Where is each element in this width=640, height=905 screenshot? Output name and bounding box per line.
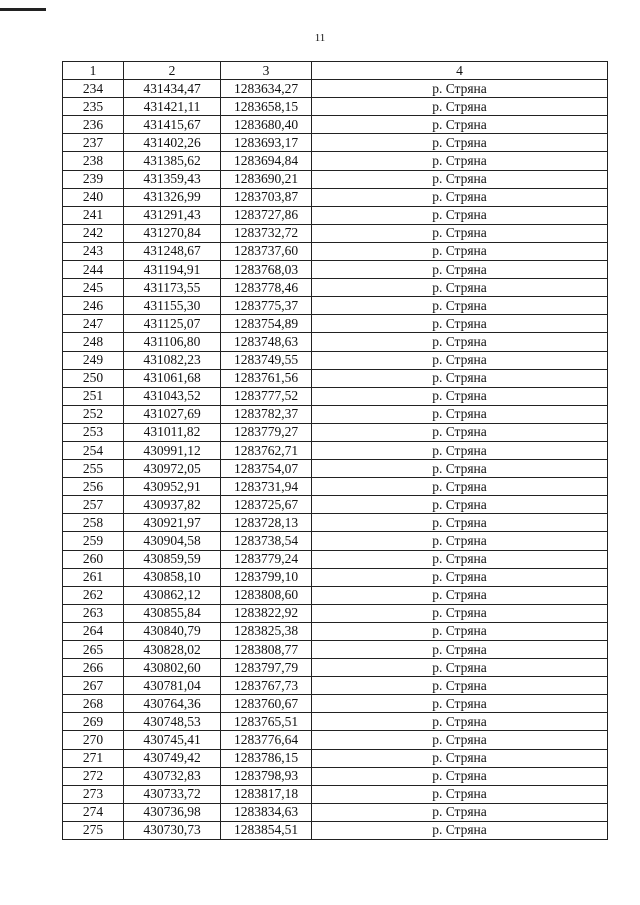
table-row bbox=[63, 641, 608, 659]
table-row bbox=[63, 152, 608, 170]
cell-point-number: 269 bbox=[63, 713, 124, 731]
cell-y-coordinate: 1283694,84 bbox=[221, 152, 312, 170]
cell-x-coordinate: 430991,12 bbox=[124, 441, 221, 459]
cell-y-coordinate: 1283725,67 bbox=[221, 496, 312, 514]
cell-x-coordinate: 431155,30 bbox=[124, 297, 221, 315]
table-row bbox=[63, 550, 608, 568]
cell-point-number: 250 bbox=[63, 369, 124, 387]
cell-point-number: 259 bbox=[63, 532, 124, 550]
cell-y-coordinate: 1283760,67 bbox=[221, 695, 312, 713]
cell-y-coordinate: 1283690,21 bbox=[221, 170, 312, 188]
cell-y-coordinate: 1283749,55 bbox=[221, 351, 312, 369]
cell-description: р. Стряна bbox=[312, 460, 608, 478]
table-row bbox=[63, 224, 608, 242]
table-row bbox=[63, 659, 608, 677]
cell-y-coordinate: 1283727,86 bbox=[221, 206, 312, 224]
cell-point-number: 255 bbox=[63, 460, 124, 478]
cell-point-number: 240 bbox=[63, 188, 124, 206]
cell-y-coordinate: 1283778,46 bbox=[221, 279, 312, 297]
cell-description: р. Стряна bbox=[312, 695, 608, 713]
cell-x-coordinate: 431434,47 bbox=[124, 80, 221, 98]
table-row bbox=[63, 297, 608, 315]
cell-point-number: 246 bbox=[63, 297, 124, 315]
cell-y-coordinate: 1283817,18 bbox=[221, 785, 312, 803]
table-row bbox=[63, 532, 608, 550]
cell-x-coordinate: 430802,60 bbox=[124, 659, 221, 677]
table-row bbox=[63, 767, 608, 785]
header-cell-point-number: 1 bbox=[63, 62, 124, 80]
table-row bbox=[63, 821, 608, 839]
cell-x-coordinate: 431402,26 bbox=[124, 134, 221, 152]
cell-x-coordinate: 430736,98 bbox=[124, 803, 221, 821]
cell-description: р. Стряна bbox=[312, 659, 608, 677]
cell-x-coordinate: 430733,72 bbox=[124, 785, 221, 803]
cell-point-number: 257 bbox=[63, 496, 124, 514]
table-body bbox=[63, 80, 608, 840]
cell-description: р. Стряна bbox=[312, 387, 608, 405]
table-row bbox=[63, 333, 608, 351]
cell-description: р. Стряна bbox=[312, 749, 608, 767]
coordinates-table bbox=[62, 61, 608, 840]
cell-y-coordinate: 1283738,54 bbox=[221, 532, 312, 550]
cell-description: р. Стряна bbox=[312, 152, 608, 170]
cell-y-coordinate: 1283761,56 bbox=[221, 369, 312, 387]
cell-point-number: 273 bbox=[63, 785, 124, 803]
cell-description: р. Стряна bbox=[312, 568, 608, 586]
cell-point-number: 241 bbox=[63, 206, 124, 224]
cell-description: р. Стряна bbox=[312, 604, 608, 622]
cell-point-number: 249 bbox=[63, 351, 124, 369]
cell-description: р. Стряна bbox=[312, 478, 608, 496]
cell-y-coordinate: 1283703,87 bbox=[221, 188, 312, 206]
cell-x-coordinate: 430840,79 bbox=[124, 622, 221, 640]
header-cell-y-coordinate: 3 bbox=[221, 62, 312, 80]
cell-y-coordinate: 1283731,94 bbox=[221, 478, 312, 496]
cell-point-number: 275 bbox=[63, 821, 124, 839]
cell-x-coordinate: 431385,62 bbox=[124, 152, 221, 170]
cell-x-coordinate: 431194,91 bbox=[124, 261, 221, 279]
cell-point-number: 264 bbox=[63, 622, 124, 640]
table-row bbox=[63, 677, 608, 695]
cell-description: р. Стряна bbox=[312, 496, 608, 514]
cell-y-coordinate: 1283748,63 bbox=[221, 333, 312, 351]
table-row bbox=[63, 423, 608, 441]
cell-y-coordinate: 1283767,73 bbox=[221, 677, 312, 695]
table-row bbox=[63, 405, 608, 423]
cell-point-number: 242 bbox=[63, 224, 124, 242]
cell-x-coordinate: 430862,12 bbox=[124, 586, 221, 604]
cell-point-number: 266 bbox=[63, 659, 124, 677]
cell-y-coordinate: 1283808,77 bbox=[221, 641, 312, 659]
cell-description: р. Стряна bbox=[312, 803, 608, 821]
cell-description: р. Стряна bbox=[312, 423, 608, 441]
cell-point-number: 244 bbox=[63, 261, 124, 279]
table-row bbox=[63, 441, 608, 459]
table-row bbox=[63, 496, 608, 514]
cell-description: р. Стряна bbox=[312, 98, 608, 116]
cell-x-coordinate: 431043,52 bbox=[124, 387, 221, 405]
cell-y-coordinate: 1283634,27 bbox=[221, 80, 312, 98]
scan-edge-mark bbox=[0, 8, 46, 11]
cell-point-number: 234 bbox=[63, 80, 124, 98]
cell-x-coordinate: 431106,80 bbox=[124, 333, 221, 351]
cell-description: р. Стряна bbox=[312, 405, 608, 423]
cell-description: р. Стряна bbox=[312, 351, 608, 369]
cell-x-coordinate: 431027,69 bbox=[124, 405, 221, 423]
cell-x-coordinate: 431248,67 bbox=[124, 242, 221, 260]
cell-description: р. Стряна bbox=[312, 170, 608, 188]
cell-description: р. Стряна bbox=[312, 279, 608, 297]
cell-description: р. Стряна bbox=[312, 206, 608, 224]
cell-x-coordinate: 431270,84 bbox=[124, 224, 221, 242]
cell-point-number: 262 bbox=[63, 586, 124, 604]
table-row bbox=[63, 134, 608, 152]
cell-y-coordinate: 1283834,63 bbox=[221, 803, 312, 821]
cell-description: р. Стряна bbox=[312, 441, 608, 459]
cell-x-coordinate: 430921,97 bbox=[124, 514, 221, 532]
cell-x-coordinate: 430858,10 bbox=[124, 568, 221, 586]
cell-point-number: 251 bbox=[63, 387, 124, 405]
table-row bbox=[63, 206, 608, 224]
table-row bbox=[63, 514, 608, 532]
cell-description: р. Стряна bbox=[312, 116, 608, 134]
cell-x-coordinate: 431421,11 bbox=[124, 98, 221, 116]
cell-y-coordinate: 1283680,40 bbox=[221, 116, 312, 134]
cell-description: р. Стряна bbox=[312, 731, 608, 749]
cell-y-coordinate: 1283762,71 bbox=[221, 441, 312, 459]
cell-point-number: 261 bbox=[63, 568, 124, 586]
cell-description: р. Стряна bbox=[312, 622, 608, 640]
header-cell-description: 4 bbox=[312, 62, 608, 80]
table-row bbox=[63, 261, 608, 279]
cell-x-coordinate: 430764,36 bbox=[124, 695, 221, 713]
cell-point-number: 256 bbox=[63, 478, 124, 496]
cell-point-number: 247 bbox=[63, 315, 124, 333]
cell-x-coordinate: 431173,55 bbox=[124, 279, 221, 297]
table-row bbox=[63, 785, 608, 803]
cell-y-coordinate: 1283822,92 bbox=[221, 604, 312, 622]
cell-y-coordinate: 1283658,15 bbox=[221, 98, 312, 116]
cell-x-coordinate: 431082,23 bbox=[124, 351, 221, 369]
cell-y-coordinate: 1283779,27 bbox=[221, 423, 312, 441]
cell-y-coordinate: 1283776,64 bbox=[221, 731, 312, 749]
cell-x-coordinate: 430828,02 bbox=[124, 641, 221, 659]
table-row bbox=[63, 369, 608, 387]
cell-y-coordinate: 1283854,51 bbox=[221, 821, 312, 839]
cell-point-number: 236 bbox=[63, 116, 124, 134]
cell-point-number: 254 bbox=[63, 441, 124, 459]
cell-point-number: 253 bbox=[63, 423, 124, 441]
cell-point-number: 235 bbox=[63, 98, 124, 116]
table-row bbox=[63, 604, 608, 622]
cell-description: р. Стряна bbox=[312, 514, 608, 532]
cell-point-number: 239 bbox=[63, 170, 124, 188]
table-row bbox=[63, 460, 608, 478]
cell-y-coordinate: 1283737,60 bbox=[221, 242, 312, 260]
cell-x-coordinate: 430745,41 bbox=[124, 731, 221, 749]
table-row bbox=[63, 695, 608, 713]
cell-point-number: 271 bbox=[63, 749, 124, 767]
cell-description: р. Стряна bbox=[312, 315, 608, 333]
cell-point-number: 243 bbox=[63, 242, 124, 260]
cell-x-coordinate: 430904,58 bbox=[124, 532, 221, 550]
cell-x-coordinate: 430781,04 bbox=[124, 677, 221, 695]
cell-description: р. Стряна bbox=[312, 261, 608, 279]
table-row bbox=[63, 351, 608, 369]
cell-x-coordinate: 430732,83 bbox=[124, 767, 221, 785]
cell-x-coordinate: 430730,73 bbox=[124, 821, 221, 839]
cell-description: р. Стряна bbox=[312, 134, 608, 152]
cell-description: р. Стряна bbox=[312, 297, 608, 315]
cell-y-coordinate: 1283786,15 bbox=[221, 749, 312, 767]
cell-point-number: 252 bbox=[63, 405, 124, 423]
cell-y-coordinate: 1283775,37 bbox=[221, 297, 312, 315]
cell-description: р. Стряна bbox=[312, 713, 608, 731]
cell-description: р. Стряна bbox=[312, 224, 608, 242]
cell-y-coordinate: 1283825,38 bbox=[221, 622, 312, 640]
table-row bbox=[63, 622, 608, 640]
cell-point-number: 270 bbox=[63, 731, 124, 749]
cell-description: р. Стряна bbox=[312, 80, 608, 98]
cell-description: р. Стряна bbox=[312, 532, 608, 550]
cell-description: р. Стряна bbox=[312, 821, 608, 839]
table-row bbox=[63, 478, 608, 496]
cell-description: р. Стряна bbox=[312, 188, 608, 206]
cell-x-coordinate: 431359,43 bbox=[124, 170, 221, 188]
cell-x-coordinate: 431125,07 bbox=[124, 315, 221, 333]
cell-x-coordinate: 431326,99 bbox=[124, 188, 221, 206]
cell-y-coordinate: 1283768,03 bbox=[221, 261, 312, 279]
table-row bbox=[63, 731, 608, 749]
cell-point-number: 260 bbox=[63, 550, 124, 568]
table-row bbox=[63, 568, 608, 586]
cell-point-number: 268 bbox=[63, 695, 124, 713]
cell-x-coordinate: 430937,82 bbox=[124, 496, 221, 514]
cell-x-coordinate: 430972,05 bbox=[124, 460, 221, 478]
cell-description: р. Стряна bbox=[312, 641, 608, 659]
cell-description: р. Стряна bbox=[312, 333, 608, 351]
cell-y-coordinate: 1283728,13 bbox=[221, 514, 312, 532]
header-cell-x-coordinate: 2 bbox=[124, 62, 221, 80]
table-row bbox=[63, 387, 608, 405]
cell-point-number: 263 bbox=[63, 604, 124, 622]
table-row bbox=[63, 98, 608, 116]
table-row bbox=[63, 170, 608, 188]
cell-point-number: 238 bbox=[63, 152, 124, 170]
cell-x-coordinate: 431061,68 bbox=[124, 369, 221, 387]
cell-x-coordinate: 430859,59 bbox=[124, 550, 221, 568]
cell-y-coordinate: 1283693,17 bbox=[221, 134, 312, 152]
table-row bbox=[63, 586, 608, 604]
cell-description: р. Стряна bbox=[312, 677, 608, 695]
table-row bbox=[63, 188, 608, 206]
cell-description: р. Стряна bbox=[312, 369, 608, 387]
cell-description: р. Стряна bbox=[312, 767, 608, 785]
page-number: 11 bbox=[314, 32, 326, 44]
cell-x-coordinate: 430855,84 bbox=[124, 604, 221, 622]
cell-point-number: 272 bbox=[63, 767, 124, 785]
cell-x-coordinate: 430748,53 bbox=[124, 713, 221, 731]
table-row bbox=[63, 242, 608, 260]
cell-y-coordinate: 1283777,52 bbox=[221, 387, 312, 405]
cell-description: р. Стряна bbox=[312, 586, 608, 604]
cell-point-number: 237 bbox=[63, 134, 124, 152]
cell-x-coordinate: 431011,82 bbox=[124, 423, 221, 441]
table-row bbox=[63, 803, 608, 821]
cell-point-number: 258 bbox=[63, 514, 124, 532]
cell-description: р. Стряна bbox=[312, 550, 608, 568]
cell-y-coordinate: 1283754,07 bbox=[221, 460, 312, 478]
cell-y-coordinate: 1283797,79 bbox=[221, 659, 312, 677]
cell-y-coordinate: 1283782,37 bbox=[221, 405, 312, 423]
cell-description: р. Стряна bbox=[312, 785, 608, 803]
table-header-row bbox=[63, 62, 608, 80]
cell-point-number: 245 bbox=[63, 279, 124, 297]
cell-y-coordinate: 1283798,93 bbox=[221, 767, 312, 785]
cell-y-coordinate: 1283732,72 bbox=[221, 224, 312, 242]
table-row bbox=[63, 116, 608, 134]
cell-x-coordinate: 431291,43 bbox=[124, 206, 221, 224]
cell-point-number: 248 bbox=[63, 333, 124, 351]
cell-y-coordinate: 1283765,51 bbox=[221, 713, 312, 731]
cell-description: р. Стряна bbox=[312, 242, 608, 260]
cell-point-number: 265 bbox=[63, 641, 124, 659]
table-row bbox=[63, 749, 608, 767]
cell-point-number: 267 bbox=[63, 677, 124, 695]
cell-y-coordinate: 1283799,10 bbox=[221, 568, 312, 586]
table-row bbox=[63, 279, 608, 297]
cell-y-coordinate: 1283808,60 bbox=[221, 586, 312, 604]
table-row bbox=[63, 80, 608, 98]
table-row bbox=[63, 315, 608, 333]
cell-x-coordinate: 430749,42 bbox=[124, 749, 221, 767]
cell-y-coordinate: 1283754,89 bbox=[221, 315, 312, 333]
cell-point-number: 274 bbox=[63, 803, 124, 821]
cell-x-coordinate: 430952,91 bbox=[124, 478, 221, 496]
cell-x-coordinate: 431415,67 bbox=[124, 116, 221, 134]
cell-y-coordinate: 1283779,24 bbox=[221, 550, 312, 568]
table-row bbox=[63, 713, 608, 731]
